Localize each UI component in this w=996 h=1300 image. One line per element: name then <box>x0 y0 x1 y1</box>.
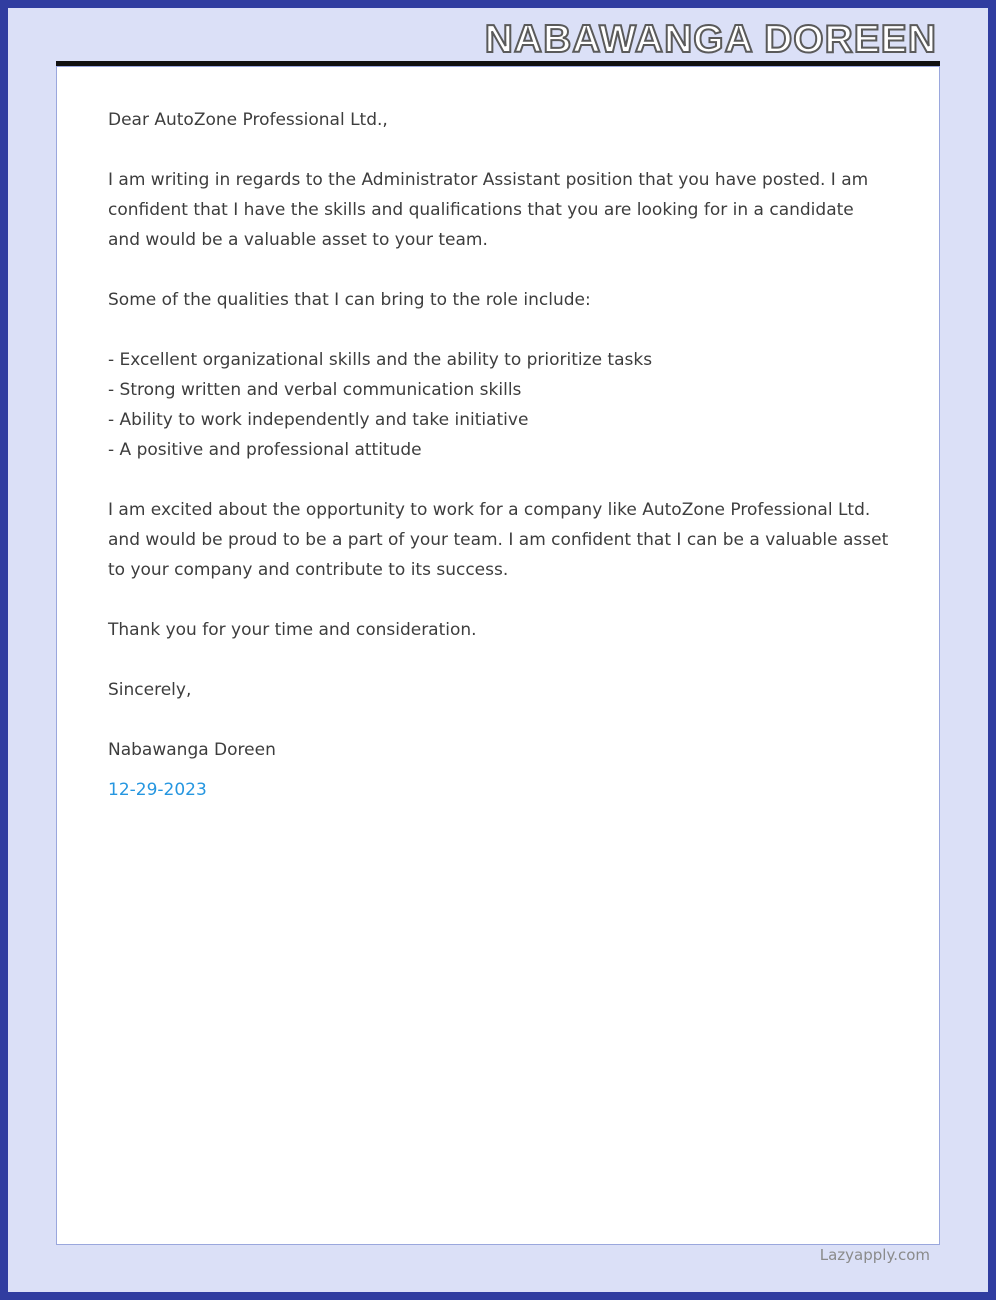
letter-date: 12-29-2023 <box>108 780 207 800</box>
letter-paper <box>56 66 940 1245</box>
qualities-intro: Some of the qualities that I can bring to the role include: <box>108 290 591 310</box>
intro-paragraph: I am writing in regards to the Administrator Assistant position that you have posted. I am confident that I have the skills and qualifications that you are looking for in a candidate and would be a valuable asset to your team. <box>108 170 869 250</box>
footer-branding: Lazyapply.com <box>819 1246 930 1264</box>
header-candidate-name: NABAWANGA DOREEN <box>484 18 937 61</box>
signoff-line: Sincerely, <box>108 680 192 700</box>
quality-item: - Strong written and verbal communication skills <box>108 380 522 400</box>
quality-item: - Ability to work independently and take initiative <box>108 410 529 430</box>
qualities-list <box>108 345 891 465</box>
letter-body <box>108 105 891 805</box>
page-background <box>8 8 988 1292</box>
salutation: Dear AutoZone Professional Ltd., <box>108 110 388 130</box>
excitement-paragraph: I am excited about the opportunity to work for a company like AutoZone Professional Ltd. and would be proud to be a part of your team. I am confident that I can be a valuable asset to your company and contribute to its success. <box>108 500 889 580</box>
signature-name: Nabawanga Doreen <box>108 740 276 760</box>
signature-block <box>108 675 891 805</box>
thanks-line: Thank you for your time and consideration. <box>108 620 477 640</box>
quality-item: - A positive and professional attitude <box>108 440 422 460</box>
quality-item: - Excellent organizational skills and the ability to prioritize tasks <box>108 350 653 370</box>
